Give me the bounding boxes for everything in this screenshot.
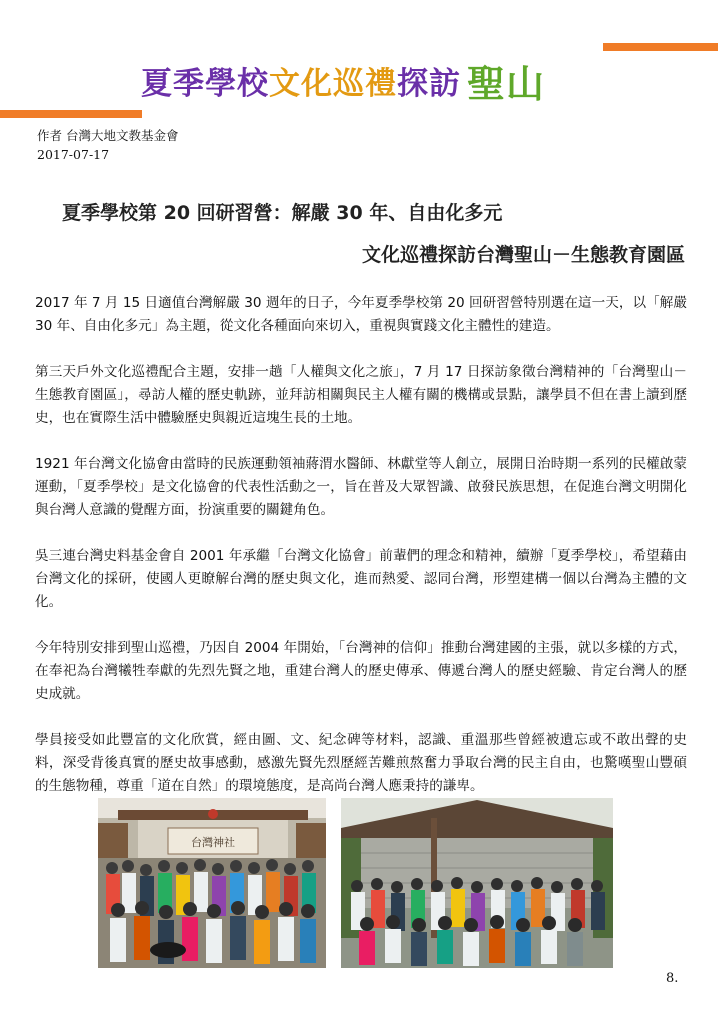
group-photo-shrine: [98, 798, 326, 968]
paragraph: 1921 年台灣文化協會由當時的民族運動領袖蔣渭水醫師、林獻堂等人創立，展開日治時期一系列的民權啟蒙運動，「夏季學校」是文化協會的代表性活動之一，旨在普及大眾智識、啟發民族思想，在促進台灣文明開化與台灣人意識的覺醒方面，扮演重要的關鍵角色。: [35, 456, 687, 518]
title-part-1: 夏季學校: [141, 65, 269, 102]
shrine-sign-text: 台灣神社: [191, 836, 235, 849]
paragraph: 吳三連台灣史料基金會自 2001 年承繼「台灣文化協會」前輩們的理念和精神，續辦「夏季學校」，希望藉由台灣文化的採研，使國人更瞭解台灣的歷史與文化，進而熱愛、認同台灣，形塑建構一個以台灣為主體的文化。: [35, 548, 687, 610]
paragraph: 第三天戶外文化巡禮配合主題，安排一趟「人權與文化之旅」，7 月 17 日探訪象徵台灣精神的「台灣聖山－生態教育園區」，尋訪人權的歷史軌跡，並拜訪相關與民主人權有關的機構或景點，讓學員不但在書上讀到歷史，也在實際生活中體驗歷史與親近這塊生長的土地。: [35, 364, 687, 426]
paragraph: 2017 年 7 月 15 日適值台灣解嚴 30 週年的日子，今年夏季學校第 20 回研習營特別選在這一天，以「解嚴 30 年、自由化多元」為主題，從文化各種面向來切入，重視與實踐文化主體性的建造。: [35, 295, 687, 334]
page-title: [141, 58, 546, 106]
article-subheading: 文化巡禮探訪台灣聖山－生態教育園區: [361, 244, 685, 266]
decorative-bar-left: [0, 110, 142, 118]
title-part-2: 文化巡禮: [269, 65, 397, 102]
article-heading: 夏季學校第 20 回研習營：解嚴 30 年、自由化多元: [62, 202, 503, 224]
page-number: 8.: [666, 971, 679, 986]
title-part-3: 探訪: [397, 65, 461, 102]
decorative-bar-top: [603, 43, 718, 51]
paragraph: 學員接受如此豐富的文化欣賞，經由圖、文、紀念碑等材料，認識、重溫那些曾經被遺忘或不敢出聲的史料，深受背後真實的歷史故事感動，感激先賢先烈歷經苦難煎熬奮力爭取台灣的民主自由，也驚嘆聖山豐碩的生態物種，尊重「道在自然」的環境態度，是高尚台灣人應秉持的謙卑。: [35, 732, 687, 794]
publish-date: 2017-07-17: [37, 147, 110, 162]
author-line: 作者 台灣大地文教基金會: [37, 128, 179, 143]
article-body: [35, 292, 687, 821]
title-part-4: 聖山: [467, 61, 546, 106]
paragraph: 今年特別安排到聖山巡禮，乃因自 2004 年開始，「台灣神的信仰」推動台灣建國的主張，就以多樣的方式，在奉祀為台灣犧牲奉獻的先烈先賢之地，重建台灣人的歷史傳承、傳遞台灣人的歷史經驗、肯定台灣人的歷史成就。: [35, 640, 687, 702]
group-photo-monument: [341, 798, 613, 968]
